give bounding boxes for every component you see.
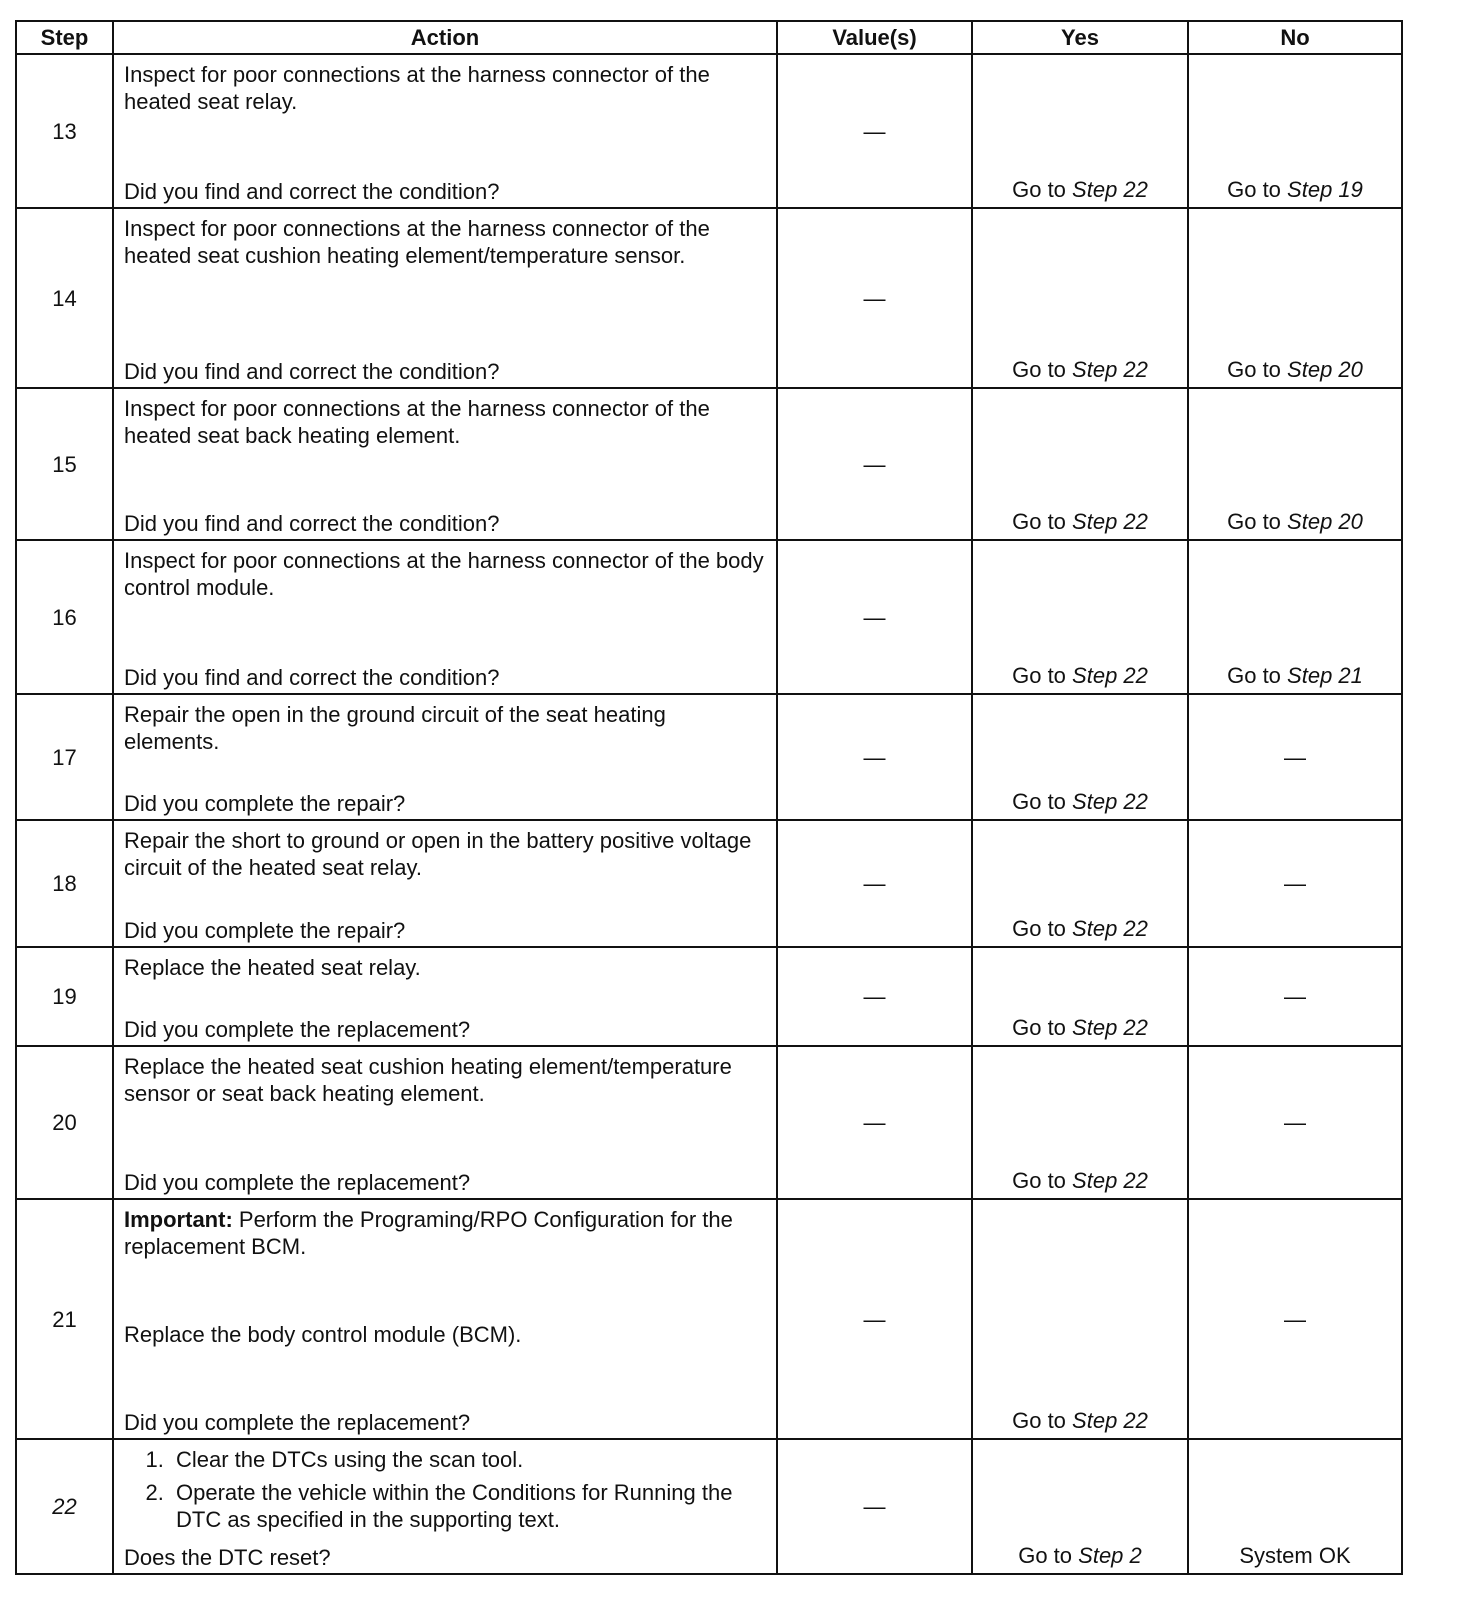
action-cell <box>113 1046 777 1199</box>
action-text <box>124 1321 766 1348</box>
goto-step-link: Step 22 <box>1072 1015 1148 1040</box>
goto-prefix: Go to <box>1012 1015 1066 1040</box>
goto-step-link: Step 22 <box>1072 663 1148 688</box>
action-text <box>124 664 766 691</box>
action-text-content: Replace the heated seat relay. <box>124 955 421 980</box>
header-yes: Yes <box>972 21 1188 54</box>
step-list <box>124 1446 766 1533</box>
step-number: 15 <box>16 388 113 540</box>
action-cell <box>113 694 777 820</box>
table-row <box>16 388 1402 540</box>
goto-step-link: Step 22 <box>1072 177 1148 202</box>
value-cell: — <box>777 54 972 208</box>
action-cell <box>113 1199 777 1439</box>
action-text <box>124 395 766 449</box>
action-text-content: Did you find and correct the condition? <box>124 179 500 204</box>
no-cell: — <box>1188 1046 1402 1199</box>
action-text <box>124 790 766 817</box>
goto-step-link: Step 20 <box>1287 509 1363 534</box>
yes-cell <box>972 694 1188 820</box>
action-text-content: Perform the Programing/RPO Configuration for the replacement BCM. <box>124 1207 733 1259</box>
action-text <box>124 1169 766 1196</box>
yes-cell <box>972 947 1188 1046</box>
step-number: 19 <box>16 947 113 1046</box>
value-cell: — <box>777 1199 972 1439</box>
goto-step-link: Step 22 <box>1072 789 1148 814</box>
action-text-content: Repair the short to ground or open in the battery positive voltage circuit of the heated seat relay. <box>124 828 752 880</box>
action-cell <box>113 388 777 540</box>
action-text <box>124 701 766 755</box>
action-text <box>124 1016 766 1043</box>
action-text <box>124 61 766 115</box>
goto-prefix: Go to <box>1227 663 1281 688</box>
yes-cell <box>972 1439 1188 1574</box>
table-row <box>16 694 1402 820</box>
action-text-content: Did you complete the replacement? <box>124 1170 471 1195</box>
no-cell: — <box>1188 820 1402 947</box>
no-cell <box>1188 388 1402 540</box>
action-content <box>114 948 776 1045</box>
table-row <box>16 540 1402 694</box>
list-item: 2. Operate the vehicle within the Conditions for Running the DTC as specified in the supporting text. <box>170 1479 766 1533</box>
goto-step-link: Step 20 <box>1287 357 1363 382</box>
value-cell: — <box>777 388 972 540</box>
table-row <box>16 1046 1402 1199</box>
goto-step-link: Step 22 <box>1072 1408 1148 1433</box>
action-text <box>124 510 766 537</box>
yes-cell <box>972 540 1188 694</box>
action-cell <box>113 54 777 208</box>
header-action: Action <box>113 21 777 54</box>
action-content <box>114 695 776 819</box>
goto-prefix: Go to <box>1227 177 1281 202</box>
important-label: Important: <box>124 1207 233 1232</box>
goto-prefix: Go to <box>1012 1168 1066 1193</box>
action-cell <box>113 540 777 694</box>
value-cell: — <box>777 208 972 388</box>
action-text-content: Inspect for poor connections at the harness connector of the heated seat back heating element. <box>124 396 710 448</box>
table-row <box>16 947 1402 1046</box>
no-cell: System OK <box>1188 1439 1402 1574</box>
value-cell: — <box>777 820 972 947</box>
step-number: 22 <box>16 1439 113 1574</box>
action-text-content: Did you complete the replacement? <box>124 1410 471 1435</box>
value-cell: — <box>777 1046 972 1199</box>
action-content <box>114 389 776 539</box>
action-text <box>124 178 766 205</box>
action-text <box>124 1206 766 1260</box>
header-row <box>16 21 1402 54</box>
goto-prefix: Go to <box>1012 1408 1066 1433</box>
action-content <box>114 1440 776 1573</box>
action-text <box>124 917 766 944</box>
action-text-content: Repair the open in the ground circuit of the seat heating elements. <box>124 702 666 754</box>
action-text-content: Inspect for poor connections at the harness connector of the body control module. <box>124 548 764 600</box>
action-text-content: Replace the heated seat cushion heating element/temperature sensor or seat back heating element. <box>124 1054 732 1106</box>
action-text <box>124 1409 766 1436</box>
goto-prefix: Go to <box>1012 177 1066 202</box>
goto-step-link: Step 22 <box>1072 509 1148 534</box>
value-cell: — <box>777 694 972 820</box>
goto-prefix: Go to <box>1012 789 1066 814</box>
header-no: No <box>1188 21 1402 54</box>
yes-cell <box>972 388 1188 540</box>
step-number: 18 <box>16 820 113 947</box>
action-text-content: Does the DTC reset? <box>124 1545 331 1570</box>
yes-cell <box>972 54 1188 208</box>
action-content <box>114 1047 776 1198</box>
no-cell <box>1188 54 1402 208</box>
action-cell <box>113 208 777 388</box>
step-number: 14 <box>16 208 113 388</box>
step-number: 21 <box>16 1199 113 1439</box>
action-text-content: Inspect for poor connections at the harness connector of the heated seat relay. <box>124 62 710 114</box>
diagnostic-table <box>15 20 1403 1575</box>
yes-cell <box>972 1199 1188 1439</box>
goto-prefix: Go to <box>1012 509 1066 534</box>
action-content <box>114 1200 776 1438</box>
yes-cell <box>972 1046 1188 1199</box>
action-text-content: Did you complete the repair? <box>124 918 406 943</box>
no-cell: — <box>1188 1199 1402 1439</box>
goto-prefix: Go to <box>1018 1543 1073 1568</box>
header-step: Step <box>16 21 113 54</box>
action-content <box>114 55 776 207</box>
goto-step-link: Step 21 <box>1287 663 1363 688</box>
action-text-content: Did you find and correct the condition? <box>124 359 500 384</box>
action-steps <box>124 1446 766 1539</box>
goto-step-link: Step 22 <box>1072 1168 1148 1193</box>
step-number: 20 <box>16 1046 113 1199</box>
action-content <box>114 209 776 387</box>
action-cell <box>113 1439 777 1574</box>
action-text-content: Did you complete the replacement? <box>124 1017 471 1042</box>
action-text-content: Did you complete the repair? <box>124 791 406 816</box>
no-cell <box>1188 208 1402 388</box>
goto-prefix: Go to <box>1012 357 1066 382</box>
goto-step-link: Step 2 <box>1078 1543 1142 1568</box>
goto-step-link: Step 19 <box>1287 177 1363 202</box>
action-text <box>124 215 766 269</box>
yes-cell <box>972 208 1188 388</box>
action-cell <box>113 947 777 1046</box>
step-number: 16 <box>16 540 113 694</box>
table-row <box>16 54 1402 208</box>
action-cell <box>113 820 777 947</box>
yes-cell <box>972 820 1188 947</box>
no-cell <box>1188 540 1402 694</box>
table-row <box>16 208 1402 388</box>
action-text <box>124 1053 766 1107</box>
action-text-content: Replace the body control module (BCM). <box>124 1322 522 1347</box>
action-content <box>114 541 776 693</box>
list-item: 1. Clear the DTCs using the scan tool. <box>170 1446 766 1473</box>
action-text-content: Inspect for poor connections at the harness connector of the heated seat cushion heating element/temperature sensor. <box>124 216 710 268</box>
goto-prefix: Go to <box>1227 357 1281 382</box>
table-row <box>16 1199 1402 1439</box>
step-number: 17 <box>16 694 113 820</box>
table-row <box>16 820 1402 947</box>
goto-step-link: Step 22 <box>1072 916 1148 941</box>
action-text <box>124 358 766 385</box>
action-text-content: Did you find and correct the condition? <box>124 665 500 690</box>
action-text-content: Did you find and correct the condition? <box>124 511 500 536</box>
step-number: 13 <box>16 54 113 208</box>
action-content <box>114 821 776 946</box>
goto-prefix: Go to <box>1012 916 1066 941</box>
action-text <box>124 547 766 601</box>
table-row <box>16 1439 1402 1574</box>
goto-prefix: Go to <box>1012 663 1066 688</box>
action-text <box>124 954 766 981</box>
no-cell: — <box>1188 947 1402 1046</box>
goto-step-link: Step 22 <box>1072 357 1148 382</box>
action-text <box>124 1544 766 1571</box>
value-cell: — <box>777 540 972 694</box>
goto-prefix: Go to <box>1227 509 1281 534</box>
action-text <box>124 827 766 881</box>
value-cell: — <box>777 947 972 1046</box>
no-cell: — <box>1188 694 1402 820</box>
header-values: Value(s) <box>777 21 972 54</box>
value-cell: — <box>777 1439 972 1574</box>
